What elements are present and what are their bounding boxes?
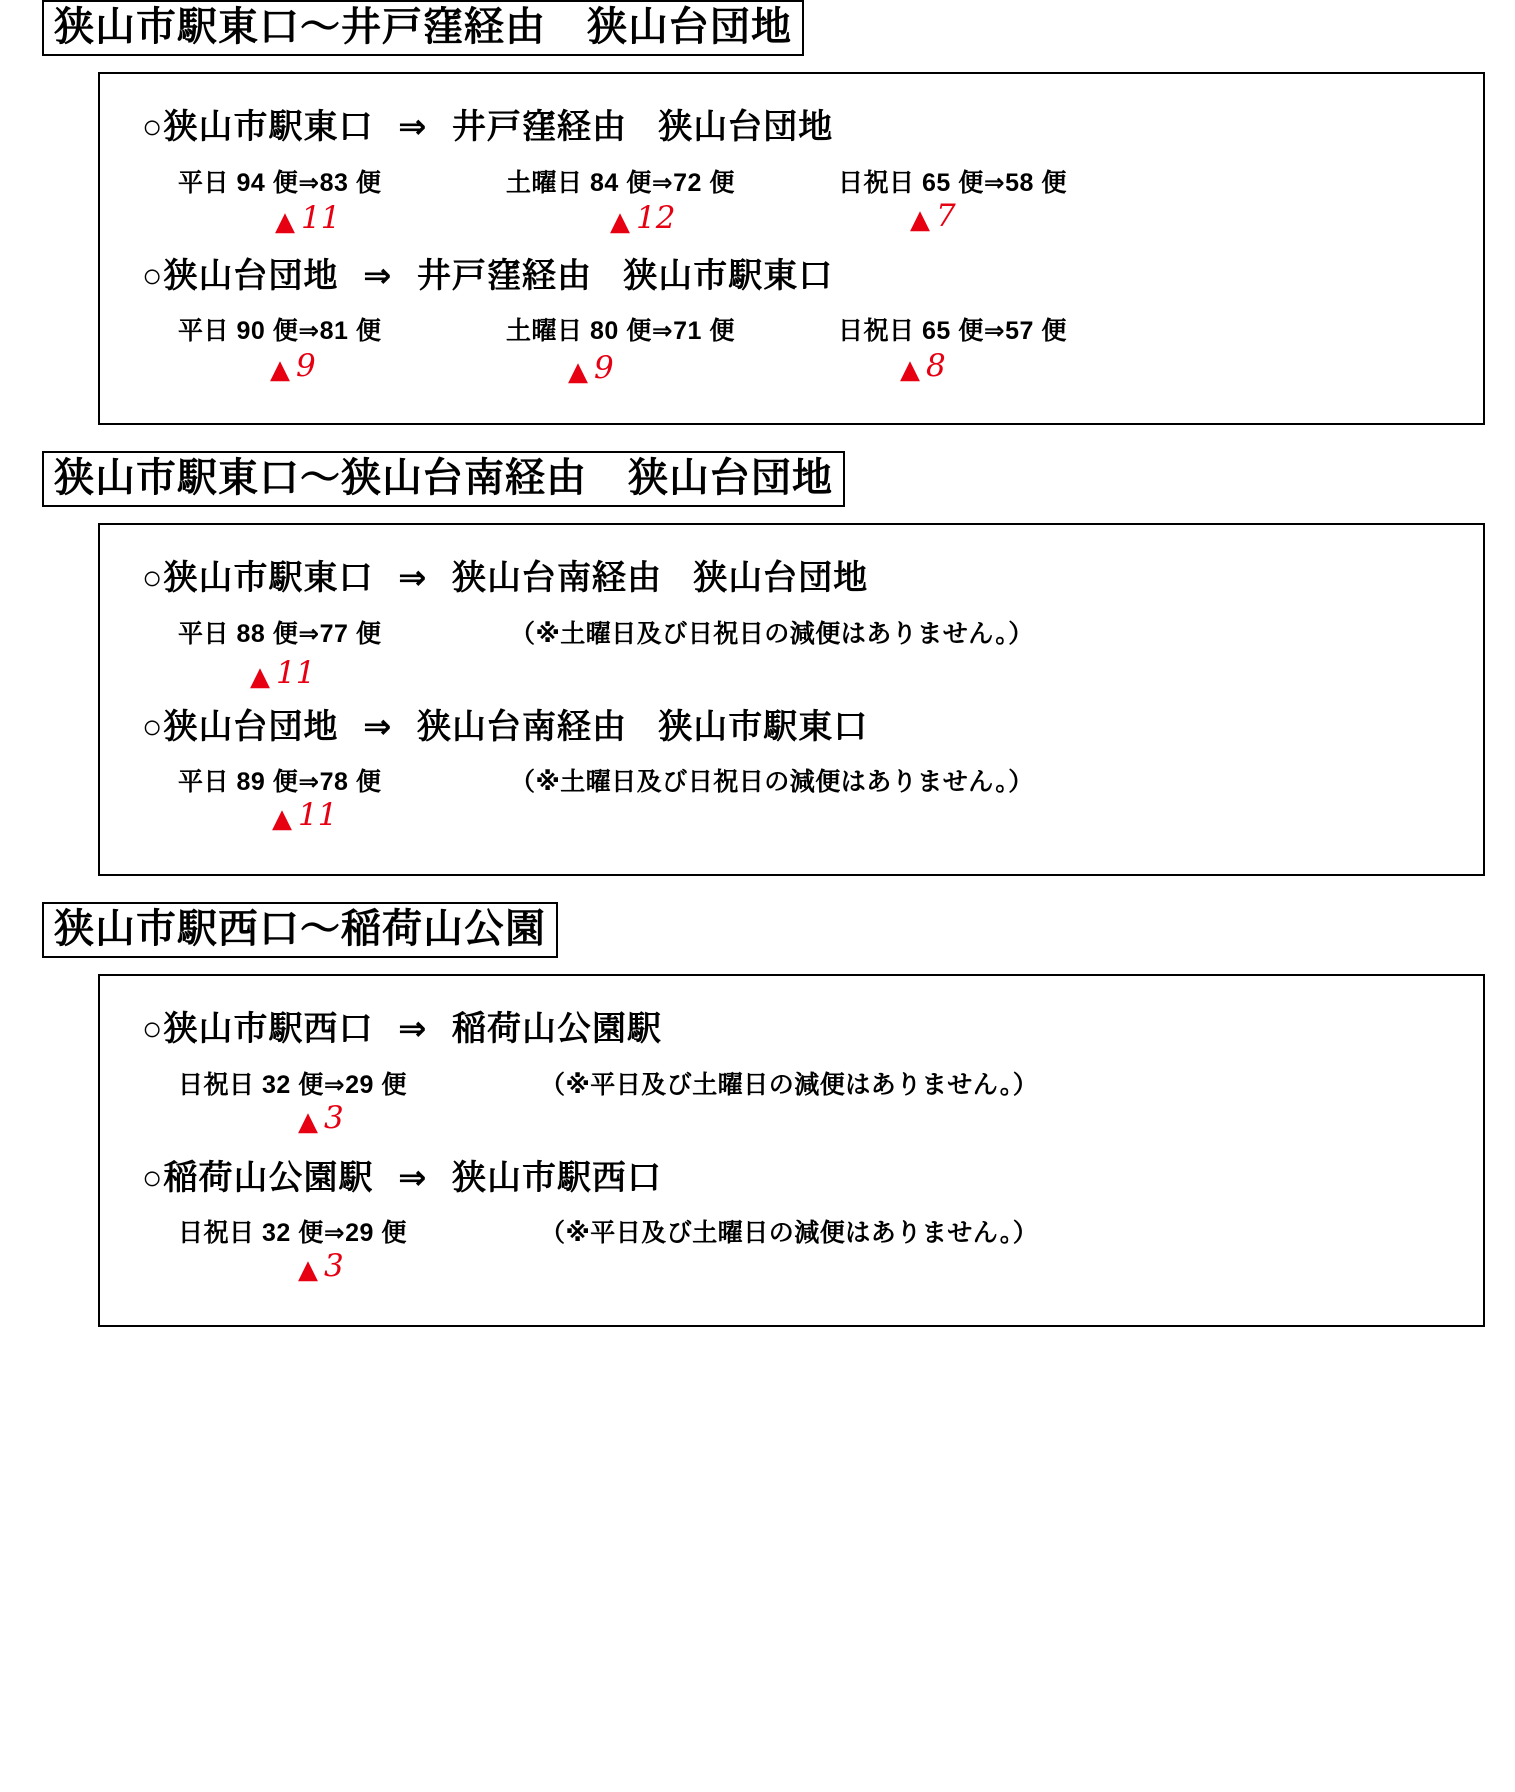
route-destination: 狭山台団地 xyxy=(658,108,834,146)
annotation-holiday xyxy=(298,1248,344,1285)
section-3-panel xyxy=(98,974,1485,1327)
section-1-panel xyxy=(98,72,1485,425)
triangle-icon: ▲ xyxy=(610,206,632,237)
annotation-saturday xyxy=(610,199,676,237)
section-1-route-1-counts xyxy=(120,163,1463,249)
annotation-number: 11 xyxy=(298,797,338,833)
note-text: （※土曜日及び日祝日の減便はありません。） xyxy=(510,768,1034,796)
count-weekday: 平日 89 便⇒78 便 xyxy=(178,768,382,796)
route-destination: 稲荷山公園駅 xyxy=(451,1010,662,1048)
section-2-route-2-title xyxy=(142,706,1463,749)
count-weekday: 平日 90 便⇒81 便 xyxy=(178,317,382,345)
triangle-icon: ▲ xyxy=(272,804,294,834)
section-2-route-1-counts xyxy=(120,614,1463,700)
annotation-number: 11 xyxy=(276,654,316,691)
route-arrow-icon: ⇒ xyxy=(398,559,428,597)
annotation-holiday xyxy=(900,348,946,385)
route-arrow-icon: ⇒ xyxy=(398,1158,428,1197)
triangle-icon: ▲ xyxy=(298,1255,320,1285)
count-holiday: 日祝日 65 便⇒58 便 xyxy=(838,168,1067,197)
section-1-heading: 狭山市駅東口～井戸窪経由 狭山台団地 xyxy=(42,0,804,56)
section-2-route-1-title xyxy=(142,557,1463,600)
triangle-icon: ▲ xyxy=(910,204,932,235)
count-holiday: 日祝日 32 便⇒29 便 xyxy=(178,1070,407,1099)
bullet-circle: ○ xyxy=(142,108,164,146)
triangle-icon: ▲ xyxy=(270,355,292,385)
bullet-circle: ○ xyxy=(142,1010,164,1048)
count-saturday: 土曜日 84 便⇒72 便 xyxy=(506,168,735,197)
route-origin: 稲荷山公園駅 xyxy=(163,1158,374,1197)
section-3 xyxy=(0,902,1515,1327)
bullet-circle: ○ xyxy=(142,707,164,746)
annotation-holiday xyxy=(910,197,956,235)
route-destination: 狭山市駅東口 xyxy=(623,256,834,295)
triangle-icon: ▲ xyxy=(275,206,297,237)
route-arrow-icon: ⇒ xyxy=(363,256,393,295)
annotation-number: 8 xyxy=(926,348,946,384)
annotation-number: 3 xyxy=(324,1248,344,1284)
annotation-number: 3 xyxy=(324,1099,344,1136)
section-2-route-2-counts xyxy=(120,762,1463,848)
section-3-route-2-title xyxy=(142,1157,1463,1200)
count-weekday: 平日 94 便⇒83 便 xyxy=(178,168,382,197)
route-origin: 狭山台団地 xyxy=(163,256,339,295)
annotation-number: 12 xyxy=(636,199,676,236)
annotation-saturday xyxy=(568,350,614,387)
route-via: 井戸窪経由 xyxy=(416,256,592,295)
route-origin: 狭山市駅東口 xyxy=(163,559,374,597)
route-arrow-icon: ⇒ xyxy=(398,1010,428,1048)
section-3-heading: 狭山市駅西口～稲荷山公園 xyxy=(42,902,558,958)
annotation-number: 9 xyxy=(594,350,614,386)
count-holiday: 日祝日 65 便⇒57 便 xyxy=(838,317,1067,345)
note-text: （※平日及び土曜日の減便はありません。） xyxy=(540,1219,1039,1247)
route-via: 狭山台南経由 xyxy=(416,707,627,746)
route-destination: 狭山市駅西口 xyxy=(451,1158,662,1197)
section-3-route-1-title xyxy=(142,1008,1463,1051)
section-1-route-1-title xyxy=(142,106,1463,149)
route-origin: 狭山台団地 xyxy=(163,707,339,746)
section-1-route-2-title xyxy=(142,255,1463,298)
bullet-circle: ○ xyxy=(142,256,164,295)
bullet-circle: ○ xyxy=(142,559,164,597)
note-text: （※平日及び土曜日の減便はありません。） xyxy=(540,1070,1039,1099)
triangle-icon: ▲ xyxy=(250,661,272,692)
section-1 xyxy=(0,0,1515,425)
route-origin: 狭山市駅西口 xyxy=(163,1010,374,1048)
annotation-number: 11 xyxy=(301,199,341,236)
note-text: （※土曜日及び日祝日の減便はありません。） xyxy=(510,619,1034,648)
route-via: 狭山台南経由 xyxy=(451,559,662,597)
annotation-holiday xyxy=(298,1099,344,1137)
annotation-weekday xyxy=(270,348,316,385)
triangle-icon: ▲ xyxy=(568,357,590,387)
triangle-icon: ▲ xyxy=(298,1106,320,1137)
annotation-number: 9 xyxy=(296,348,316,384)
count-saturday: 土曜日 80 便⇒71 便 xyxy=(506,317,735,345)
section-3-route-1-counts xyxy=(120,1065,1463,1151)
annotation-weekday xyxy=(275,199,341,237)
route-destination: 狭山市駅東口 xyxy=(658,707,869,746)
section-2 xyxy=(0,451,1515,876)
section-1-route-2-counts xyxy=(120,311,1463,397)
bullet-circle: ○ xyxy=(142,1158,164,1197)
route-via: 井戸窪経由 xyxy=(451,108,627,146)
annotation-number: 7 xyxy=(936,197,956,234)
section-2-heading: 狭山市駅東口～狭山台南経由 狭山台団地 xyxy=(42,451,845,507)
route-arrow-icon: ⇒ xyxy=(398,108,428,146)
route-destination: 狭山台団地 xyxy=(693,559,869,597)
section-2-panel xyxy=(98,523,1485,876)
route-origin: 狭山市駅東口 xyxy=(163,108,374,146)
annotation-weekday xyxy=(272,797,338,834)
triangle-icon: ▲ xyxy=(900,355,922,385)
section-3-route-2-counts xyxy=(120,1213,1463,1299)
route-arrow-icon: ⇒ xyxy=(363,707,393,746)
count-weekday: 平日 88 便⇒77 便 xyxy=(178,619,382,648)
count-holiday: 日祝日 32 便⇒29 便 xyxy=(178,1219,407,1247)
annotation-weekday xyxy=(250,654,316,692)
